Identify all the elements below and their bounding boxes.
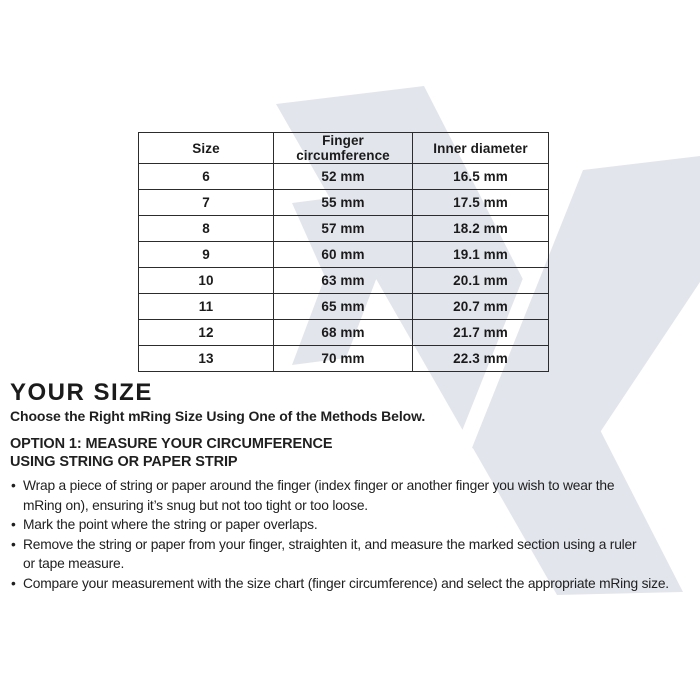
table-row	[139, 190, 549, 216]
instruction-text-line: or tape measure.	[23, 556, 125, 572]
table-cell: 63 mm	[274, 268, 413, 294]
instruction-bullet	[10, 515, 698, 535]
instruction-text-line: mRing on), ensuring it’s snug but not too tight or too loose.	[23, 497, 368, 513]
table-cell: 13	[139, 346, 274, 372]
table-cell: 52 mm	[274, 164, 413, 190]
instruction-list	[10, 476, 698, 594]
table-cell: 10	[139, 268, 274, 294]
option1-heading-line1: OPTION 1: MEASURE YOUR CIRCUMFERENCE	[10, 436, 333, 452]
column-header: Inner diameter	[413, 133, 549, 164]
instruction-bullet	[10, 535, 698, 574]
page-title: YOUR SIZE	[10, 379, 153, 406]
table-cell: 68 mm	[274, 320, 413, 346]
table-row	[139, 320, 549, 346]
table-cell: 20.7 mm	[413, 294, 549, 320]
table-cell: 17.5 mm	[413, 190, 549, 216]
table-row	[139, 268, 549, 294]
instruction-text-line: Wrap a piece of string or paper around the finger (index finger or another finger you wish to wear the	[23, 478, 615, 493]
size-chart-table	[138, 132, 549, 372]
table-header-row	[139, 133, 549, 164]
table-cell: 8	[139, 216, 274, 242]
table-cell: 20.1 mm	[413, 268, 549, 294]
bullet-dot-icon: •	[11, 575, 16, 591]
table-cell: 60 mm	[274, 242, 413, 268]
table-cell: 55 mm	[274, 190, 413, 216]
table-cell: 19.1 mm	[413, 242, 549, 268]
instruction-text-line: Compare your measurement with the size chart (finger circumference) and select the appropriate mRing size.	[23, 575, 669, 591]
instruction-bullet	[10, 476, 698, 515]
table-row	[139, 294, 549, 320]
instruction-text-line: Mark the point where the string or paper overlaps.	[23, 517, 318, 533]
column-header: Finger circumference	[274, 133, 413, 164]
table-row	[139, 242, 549, 268]
table-row	[139, 216, 549, 242]
table-cell: 65 mm	[274, 294, 413, 320]
bullet-dot-icon: •	[11, 478, 16, 493]
table-cell: 9	[139, 242, 274, 268]
instruction-text-line: Remove the string or paper from your finger, straighten it, and measure the marked section using a ruler	[23, 536, 637, 552]
table-cell: 21.7 mm	[413, 320, 549, 346]
bullet-dot-icon: •	[11, 517, 16, 533]
column-header: Size	[139, 133, 274, 164]
option1-heading-line2: USING STRING OR PAPER STRIP	[10, 453, 238, 470]
table-cell: 6	[139, 164, 274, 190]
table-cell: 22.3 mm	[413, 346, 549, 372]
table-cell: 57 mm	[274, 216, 413, 242]
table-row	[139, 346, 549, 372]
table-cell: 12	[139, 320, 274, 346]
bullet-dot-icon: •	[11, 536, 16, 552]
table-cell: 11	[139, 294, 274, 320]
subheading: Choose the Right mRing Size Using One of the Methods Below.	[10, 408, 426, 424]
table-cell: 7	[139, 190, 274, 216]
instruction-bullet	[10, 574, 698, 594]
option1-heading	[10, 436, 332, 471]
table-cell: 16.5 mm	[413, 164, 549, 190]
table-cell: 70 mm	[274, 346, 413, 372]
table-cell: 18.2 mm	[413, 216, 549, 242]
table-row	[139, 164, 549, 190]
